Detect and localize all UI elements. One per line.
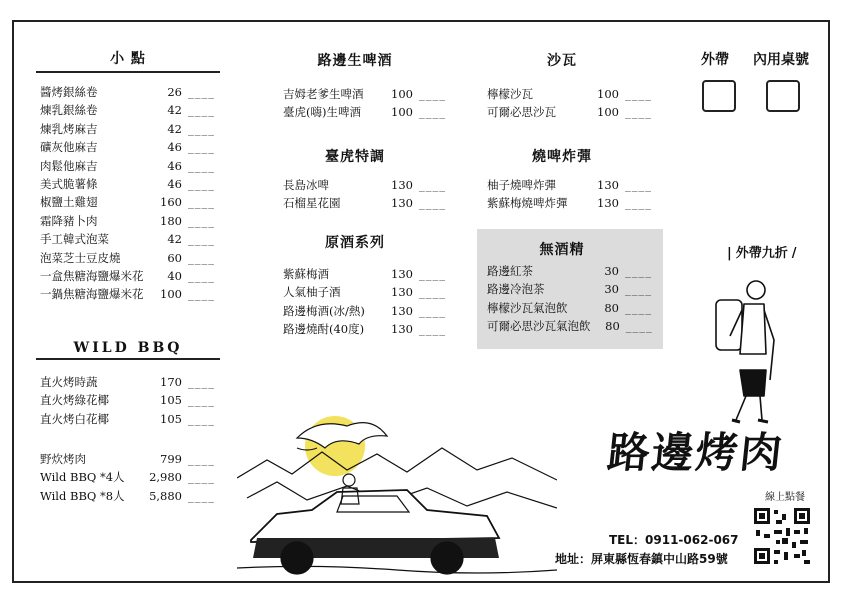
menu-item-price: 130 — [391, 267, 413, 281]
menu-item — [40, 194, 220, 212]
passenger-head — [343, 474, 355, 486]
menu-item — [40, 231, 220, 249]
menu-item-name: 椒鹽土雞翅 — [40, 195, 98, 210]
quantity-blank[interactable]: ____ — [188, 195, 215, 210]
hiker-legs — [736, 396, 762, 420]
menu-item-price: 130 — [391, 303, 413, 318]
menu-item-name: 一盒焦糖海鹽爆米花 — [40, 268, 144, 283]
menu-item-name: 可爾必思沙瓦 — [487, 105, 556, 120]
menu-item-price: 30 — [604, 282, 619, 297]
menu-item-price: 46 — [167, 158, 182, 173]
menu-item — [487, 86, 657, 104]
quantity-blank[interactable]: ____ — [419, 178, 446, 192]
spirits-title: 原酒系列 — [325, 235, 385, 251]
quantity-blank[interactable]: ____ — [188, 375, 215, 389]
menu-item — [40, 102, 220, 120]
menu-item — [40, 158, 220, 176]
bbq-rule — [36, 358, 220, 360]
menu-item-name: 直火烤時蔬 — [40, 375, 98, 389]
menu-item-name: 臺虎(嗨)生啤酒 — [283, 105, 361, 120]
menu-item-price: 2,980 — [149, 470, 182, 485]
menu-item — [40, 250, 220, 268]
menu-item — [40, 286, 220, 304]
menu-item-name: 檸檬沙瓦 — [487, 87, 533, 101]
quantity-blank[interactable]: ____ — [625, 282, 652, 297]
quantity-blank[interactable]: ____ — [419, 105, 446, 120]
bbq-list-2 — [40, 451, 220, 506]
menu-item-name: 紫蘇梅酒 — [283, 267, 329, 281]
menu-item — [487, 318, 657, 336]
takeout-label: 外帶 — [701, 52, 729, 68]
menu-item-price: 100 — [597, 105, 619, 120]
menu-item-name: 紫蘇梅燒啤炸彈 — [487, 196, 568, 211]
quantity-blank[interactable]: ____ — [419, 87, 446, 101]
menu-item-price: 100 — [597, 87, 619, 101]
quantity-blank[interactable]: ____ — [188, 158, 215, 173]
snacks-rule — [36, 71, 220, 73]
menu-item — [283, 86, 451, 104]
menu-item-name: 煉乳烤麻吉 — [40, 121, 98, 136]
menu-item-price: 46 — [167, 140, 182, 155]
menu-item-price: 80 — [604, 300, 619, 315]
quantity-blank[interactable]: ____ — [188, 411, 215, 426]
menu-item-name: 野炊烤肉 — [40, 452, 86, 466]
quantity-blank[interactable]: ____ — [188, 121, 215, 136]
menu-item-price: 46 — [167, 176, 182, 191]
road-trip-illustration — [237, 408, 557, 580]
menu-item — [40, 84, 220, 102]
menu-item-price: 130 — [597, 178, 619, 192]
address-text: 地址：屏東縣恆春鎮中山路59號 — [555, 552, 728, 566]
menu-item — [283, 321, 451, 339]
menu-item-price: 180 — [160, 213, 182, 228]
menu-item-name: 檸檬沙瓦氣泡飲 — [487, 300, 568, 315]
menu-item-name: 路邊紅茶 — [487, 264, 533, 278]
menu-item — [40, 139, 220, 157]
menu-item — [40, 392, 220, 410]
menu-item-name: 手工韓式泡菜 — [40, 232, 109, 247]
quantity-blank[interactable]: ____ — [188, 250, 215, 265]
menu-item — [487, 300, 657, 318]
quantity-blank[interactable]: ____ — [188, 140, 215, 155]
table-number-box[interactable] — [766, 80, 800, 112]
menu-item — [40, 488, 220, 506]
menu-item-price: 105 — [160, 411, 182, 426]
quantity-blank[interactable]: ____ — [188, 85, 215, 99]
menu-item — [40, 121, 220, 139]
quantity-blank[interactable]: ____ — [419, 322, 446, 337]
quantity-blank[interactable]: ____ — [419, 196, 446, 211]
menu-item-name: 美式脆薯條 — [40, 176, 98, 191]
menu-item-name: 霜降豬卜肉 — [40, 213, 98, 228]
quantity-blank[interactable]: ____ — [625, 300, 652, 315]
spirits-list — [283, 266, 451, 340]
quantity-blank[interactable]: ____ — [188, 103, 215, 118]
menu-item-price: 40 — [167, 268, 182, 283]
nonalc-list — [487, 263, 657, 337]
quantity-blank[interactable]: ____ — [188, 268, 215, 283]
menu-item-price: 42 — [167, 121, 182, 136]
menu-item-name: 路邊燒酎(40度) — [283, 322, 365, 337]
menu-item-price: 160 — [160, 195, 182, 210]
menu-item-name: 煉乳銀絲卷 — [40, 103, 98, 118]
tel-text: TEL：0911-062-067 — [609, 533, 739, 547]
menu-item-price: 130 — [391, 285, 413, 300]
bbq-title: WILD BBQ — [73, 340, 183, 356]
menu-item — [40, 374, 220, 392]
menu-item — [487, 281, 657, 299]
menu-item-price: 170 — [160, 375, 182, 389]
quantity-blank[interactable]: ____ — [188, 232, 215, 247]
quantity-blank[interactable]: ____ — [625, 178, 652, 192]
online-order-label: 線上點餐 — [765, 492, 805, 503]
brand-logo: 路邊烤肉 — [605, 428, 787, 477]
hiker-head — [747, 281, 765, 299]
quantity-blank[interactable]: ____ — [625, 105, 652, 120]
menu-item-name: 泡菜芝士豆皮燒 — [40, 250, 121, 265]
menu-item-name: 石榴星花園 — [283, 196, 341, 211]
special-list — [283, 177, 451, 214]
menu-item-price: 130 — [597, 196, 619, 211]
quantity-blank[interactable]: ____ — [419, 285, 446, 300]
menu-item-name: 路邊冷泡茶 — [487, 282, 545, 297]
quantity-blank[interactable]: ____ — [625, 87, 652, 101]
menu-item-name: 長島冰啤 — [283, 178, 329, 192]
menu-item-price: 26 — [167, 85, 182, 99]
sour-list — [487, 86, 657, 123]
quantity-blank[interactable]: ____ — [188, 393, 215, 408]
menu-item — [487, 263, 657, 281]
menu-item-name: 直火烤白花椰 — [40, 411, 109, 426]
takeout-checkbox[interactable] — [702, 80, 736, 112]
quantity-blank[interactable]: ____ — [188, 176, 215, 191]
quantity-blank[interactable]: ____ — [625, 196, 652, 211]
quantity-blank[interactable]: ____ — [188, 488, 215, 503]
quantity-blank[interactable]: ____ — [625, 264, 652, 278]
quantity-blank[interactable]: ____ — [188, 213, 215, 228]
menu-item — [283, 303, 451, 321]
rear-wheel — [431, 542, 463, 574]
truck-body — [251, 490, 499, 542]
dine-in-label: 內用桌號 — [753, 52, 809, 68]
menu-item — [487, 195, 657, 213]
quantity-blank[interactable]: ____ — [188, 287, 215, 302]
bomb-list — [487, 177, 657, 214]
takeout-discount: | 外帶九折 / — [727, 246, 797, 261]
menu-item — [283, 266, 451, 284]
menu-item — [40, 176, 220, 194]
quantity-blank[interactable]: ____ — [188, 470, 215, 485]
menu-item-price: 100 — [391, 87, 413, 101]
menu-item-name: 人氣柚子酒 — [283, 285, 341, 300]
menu-item-name: 醬烤銀絲卷 — [40, 85, 98, 99]
menu-item — [283, 284, 451, 302]
quantity-blank[interactable]: ____ — [419, 267, 446, 281]
menu-item-name: Wild BBQ *8人 — [40, 488, 125, 503]
menu-item-name: 一鍋焦糖海鹽爆米花 — [40, 287, 144, 302]
menu-item-name: 可爾必思沙瓦氣泡飲 — [487, 319, 591, 334]
menu-item — [283, 195, 451, 213]
quantity-blank[interactable]: ____ — [188, 452, 215, 466]
sour-title: 沙瓦 — [547, 53, 577, 69]
discount-text: 外帶九折 — [735, 246, 788, 261]
menu-item-price: 130 — [391, 178, 413, 192]
quantity-blank[interactable]: ____ — [625, 319, 653, 334]
nonalc-title: 無酒精 — [539, 242, 585, 258]
hiker-torso — [740, 304, 766, 354]
bbq-list — [40, 374, 220, 429]
menu-item-price: 80 — [605, 319, 620, 334]
mountain-range — [237, 448, 557, 480]
beer-list — [283, 86, 451, 123]
beer-title: 路邊生啤酒 — [317, 53, 393, 69]
menu-item-price: 105 — [160, 393, 182, 408]
menu-item-name: 路邊梅酒(冰/熱) — [283, 303, 365, 318]
menu-item — [40, 411, 220, 429]
menu-item-price: 130 — [391, 322, 413, 337]
menu-item-name: 柚子燒啤炸彈 — [487, 178, 556, 192]
menu-item-price: 42 — [167, 232, 182, 247]
hiker-illustration — [700, 270, 790, 430]
menu-item — [40, 213, 220, 231]
menu-item-price: 42 — [167, 103, 182, 118]
menu-item-name: 肉鬆他麻吉 — [40, 158, 98, 173]
menu-item-name: 礦灰他麻吉 — [40, 140, 98, 155]
backpack-shape — [716, 300, 742, 350]
snacks-list — [40, 84, 220, 305]
menu-item-price: 799 — [160, 452, 182, 466]
menu-item-price: 100 — [391, 105, 413, 120]
menu-item-price: 130 — [391, 196, 413, 211]
menu-item-name: 吉姆老爹生啤酒 — [283, 87, 364, 101]
menu-item — [487, 177, 657, 195]
menu-item-name: Wild BBQ *4人 — [40, 470, 125, 485]
menu-item — [283, 104, 451, 122]
hiker-shorts — [740, 370, 766, 396]
menu-item-price: 100 — [160, 287, 182, 302]
menu-item — [40, 469, 220, 487]
menu-item-name: 直火烤綠花椰 — [40, 393, 109, 408]
menu-item — [283, 177, 451, 195]
qr-code[interactable] — [752, 506, 812, 566]
menu-item-price: 5,880 — [149, 488, 182, 503]
quantity-blank[interactable]: ____ — [419, 303, 446, 318]
menu-item — [40, 268, 220, 286]
snacks-title: 小 點 — [110, 51, 146, 67]
menu-item — [40, 451, 220, 469]
front-wheel — [281, 542, 313, 574]
menu-item — [487, 104, 657, 122]
menu-item-price: 60 — [167, 250, 182, 265]
special-title: 臺虎特調 — [325, 149, 385, 165]
menu-item-price: 30 — [604, 264, 619, 278]
bomb-title: 燒啤炸彈 — [532, 149, 592, 165]
